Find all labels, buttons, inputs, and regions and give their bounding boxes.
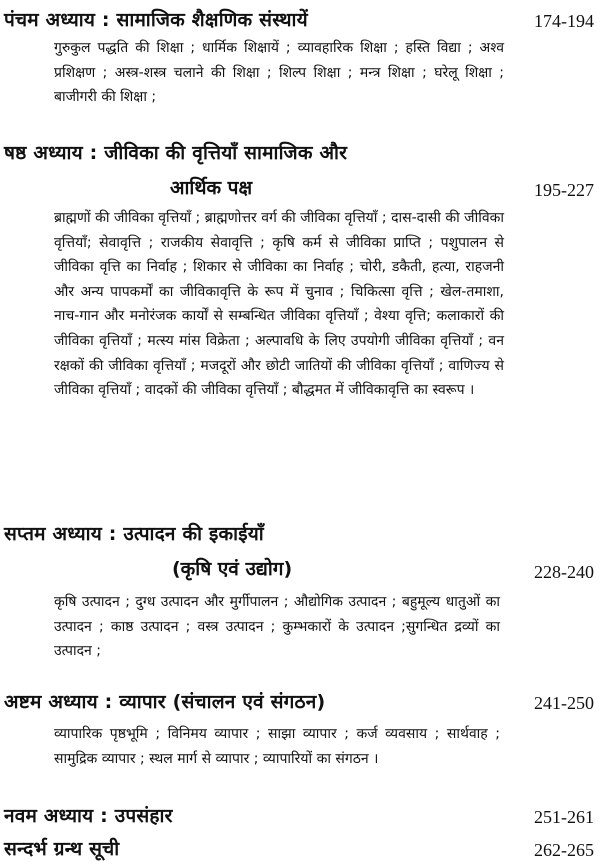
chapter-title: नवम अध्याय : उपसंहार — [4, 805, 173, 827]
page-range: 251-261 — [534, 807, 594, 827]
chapter-title: षष्ठ अध्याय : जीविका की वृत्तियाँ सामाजिक और — [4, 142, 348, 164]
chapter-title: पंचम अध्याय : सामाजिक शैक्षणिक संस्थायें — [4, 9, 308, 31]
chapter-topics: व्यापारिक पृष्ठभूमि ; विनिमय व्यापार ; साझा व्यापार ; कर्ज व्यवसाय ; सार्थवाह ; सामुद्रिक व्यापार ; स्थल मार्ग से व्यापार ; व्यापारियों का संगठन । — [54, 726, 500, 767]
page-range: 262-265 — [534, 840, 594, 860]
chapter-title-continued: आर्थिक पक्ष — [170, 177, 253, 199]
chapter-topics: कृषि उत्पादन ; दुग्ध उत्पादन और मुर्गीपालन ; औद्योगिक उत्पादन ; बहुमूल्य धातुओं का उत्पादन ; काष्ठ उत्पादन ; वस्त्र उत्पादन ; कुम्भकारों के उत्पादन ;सुगन्धित द्रव्यों का उत्पादन ; — [54, 594, 500, 660]
page-range: 195-227 — [534, 180, 594, 200]
chapter-title: सन्दर्भ ग्रन्थ सूची — [4, 838, 120, 860]
page-range: 228-240 — [534, 562, 594, 582]
chapter-title: सप्तम अध्याय : उत्पादन की इकाईयाँ — [4, 523, 264, 545]
chapter-topics: गुरुकुल पद्धति की शिक्षा ; धार्मिक शिक्षायें ; व्यावहारिक शिक्षा ; हस्ति विद्या ; अश्व प्रशिक्षण ; अस्त्र-शस्त्र चलाने की शिक्षा ; शिल्प शिक्षा ; मन्त्र शिक्षा ; घरेलू शिक्षा ; बाजीगरी की शिक्षा ; — [54, 40, 504, 106]
page-range: 174-194 — [534, 11, 594, 31]
page-range: 241-250 — [534, 693, 594, 713]
chapter-title: अष्टम अध्याय : व्यापार (संचालन एवं संगठन) — [4, 691, 326, 713]
chapter-topics: ब्राह्मणों की जीविका वृत्तियाँ ; ब्राह्मणोत्तर वर्ग की जीविका वृत्तियाँ ; दास-दासी की जीविका वृत्तियाँ; सेवावृत्ति ; राजकीय सेवावृत्ति ; कृषि कर्म से जीविका प्राप्ति ; पशुपालन से जीविका वृत्ति का निर्वाह ; शिकार से जीविका का निर्वाह ; चोरी, डकैती, हत्या, राहजनी और अन्य पापकर्मों का जीविकावृत्ति के रूप में चुनाव ; चिकित्सा वृत्ति ; खेल-तमाशा, नाच-गान और मनोरंजक कार्यों से सम्बन्धित जीविका वृत्तियाँ ; वेश्या वृत्ति; कलाकारों की जीविका वृत्तियाँ ; मत्स्य मांस विक्रेता ; अल्पावधि के लिए उपयोगी जीविका वृत्तियाँ ; वन रक्षकों की जीविका वृत्तियाँ ; मजदूरों और छोटी जातियों की जीविका वृत्तियाँ ; वाणिज्य से जीविका वृत्तियाँ ; वादकों की जीविका वृत्तियाँ ; बौद्धमत में जीविकावृत्ति का स्वरूप । — [54, 210, 504, 399]
chapter-title-continued: (कृषि एवं उद्योग) — [172, 558, 293, 580]
